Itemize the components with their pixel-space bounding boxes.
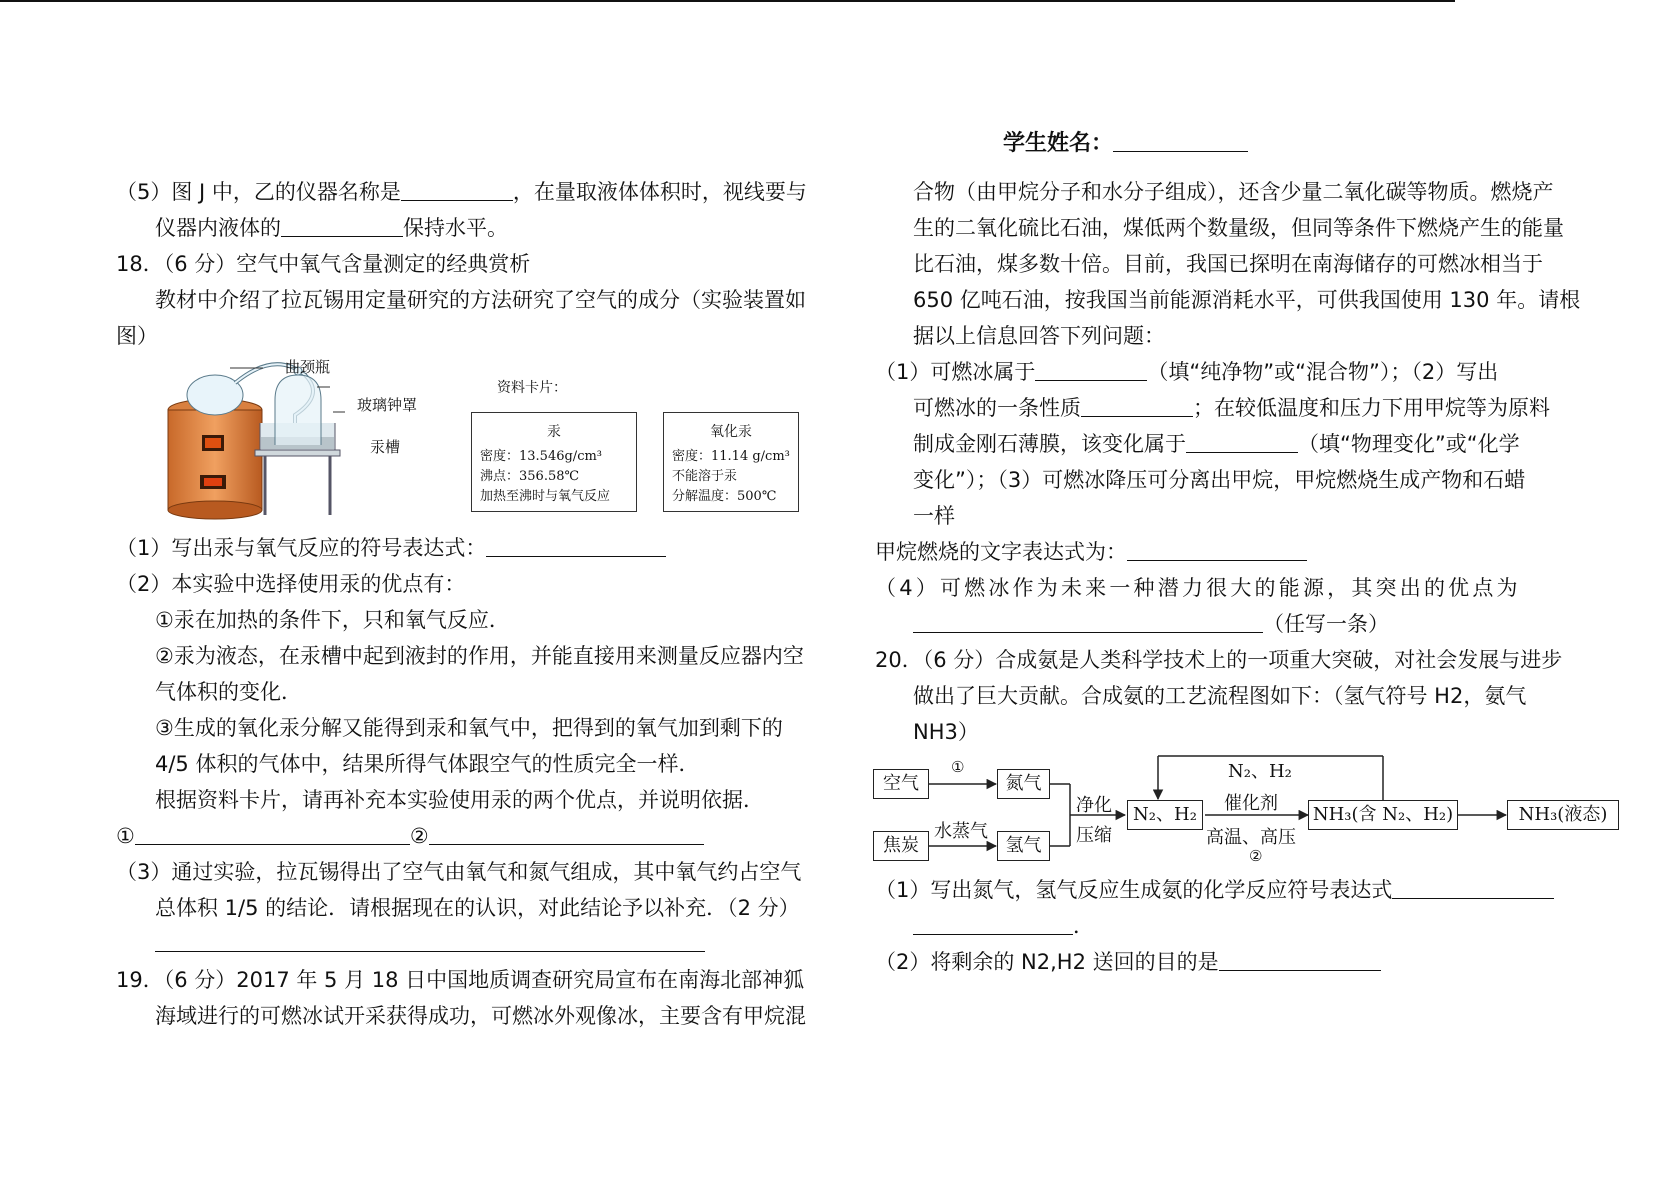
ammonia-equation-blank[interactable] xyxy=(1392,878,1554,899)
flow-step-1: ① xyxy=(951,758,965,776)
label-retort: 曲颈瓶 xyxy=(285,358,331,376)
q19-title: 19．（6 分）2017 年 5 月 18 日中国地质调查研究局宣布在南海北部神狐 xyxy=(116,968,805,992)
q18-3: （3）通过实验，拉瓦锡得出了空气由氧气和氮气组成，其中氧气约占空气 xyxy=(116,860,802,884)
q19-line2: 海域进行的可燃冰试开采获得成功，可燃冰外观像冰，主要含有甲烷混 xyxy=(155,1004,806,1028)
q20-2: （2）将剩余的 N2,H2 送回的目的是 xyxy=(875,949,1381,975)
recycle-purpose-blank[interactable] xyxy=(1219,950,1381,971)
student-name-blank[interactable] xyxy=(1113,131,1248,152)
student-name-label: 学生姓名： xyxy=(1003,126,1248,157)
advantage-blank[interactable] xyxy=(913,612,1263,633)
q19-line6: 650 亿吨石油，按我国当前能源消耗水平，可供我国使用 130 年。请根 xyxy=(913,288,1581,312)
q18-1: （1）写出汞与氧气反应的符号表达式： xyxy=(116,535,666,561)
q19-3b: 一样 xyxy=(913,504,955,528)
q18-2-point3b: 4/5 体积的气体中，结果所得气体跟空气的性质完全一样． xyxy=(155,752,700,776)
lavoisier-apparatus-figure xyxy=(155,355,455,525)
q20-line3: NH3） xyxy=(913,720,979,744)
q20-1: （1）写出氮气，氢气反应生成氨的化学反应符号表达式 xyxy=(875,877,1554,903)
flow-box-liquid-ammonia: NH₃(液态) xyxy=(1507,800,1619,830)
furnace xyxy=(168,410,262,510)
q17-5-line1: （5）图 J 中，乙的仪器名称是 ，在量取液体体积时，视线要与 xyxy=(116,180,807,204)
card-line: 沸点：356.58℃ xyxy=(480,469,580,484)
q18-2-point1: ①汞在加热的条件下，只和氧气反应． xyxy=(155,608,510,632)
q18-2: （2）本实验中选择使用汞的优点有： xyxy=(116,572,466,596)
flow-step-2: ② xyxy=(1249,847,1263,865)
q19-2: 可燃冰的一条性质 ；在较低温度和压力下用甲烷等为原料 xyxy=(913,396,1550,420)
card-title-mercury-oxide: 氧化汞 xyxy=(710,424,752,440)
q18-2-instruction: 根据资料卡片，请再补充本实验使用汞的两个优点，并说明依据． xyxy=(155,788,764,812)
advantage-2-blank[interactable] xyxy=(429,824,704,845)
q19-1: （1）可燃冰属于 （填“纯净物”或“混合物”）；（2）写出 xyxy=(875,360,1499,384)
flow-label-catalyst: 催化剂 xyxy=(1224,793,1278,814)
ammonia-equation-blank-2[interactable] xyxy=(913,914,1073,935)
advantage-1-blank[interactable] xyxy=(135,824,410,845)
flow-box-hydrogen: 氢气 xyxy=(997,831,1050,861)
flow-box-air: 空气 xyxy=(873,769,929,799)
header-rule xyxy=(0,0,1455,2)
q19-line7: 据以上信息回答下列问题： xyxy=(913,324,1165,348)
label-bell-jar: 玻璃钟罩 xyxy=(357,396,418,414)
q20-1b: ． xyxy=(913,913,1094,939)
property-blank[interactable] xyxy=(1081,396,1193,417)
q19-4: （4）可燃冰作为未来一种潜力很大的能源，其突出的优点为 xyxy=(875,576,1521,600)
flow-label-conditions: 高温、高压 xyxy=(1206,827,1296,848)
flow-box-n2-h2: N₂、H₂ xyxy=(1127,800,1203,830)
flow-box-nitrogen: 氮气 xyxy=(997,769,1050,799)
flow-label-purify: 净化 xyxy=(1076,795,1112,816)
q18-2-point2b: 气体积的变化． xyxy=(155,680,302,704)
q19-2b: 制成金刚石薄膜，该变化属于 （填“物理变化”或“化学 xyxy=(913,432,1520,456)
label-trough: 汞槽 xyxy=(370,438,401,456)
q18-3b: 总体积 1/5 的结论．请根据现在的认识，对此结论予以补充．（2 分） xyxy=(155,896,800,920)
instrument-name-blank[interactable] xyxy=(401,180,513,201)
data-card-mercury-oxide xyxy=(663,412,799,512)
q19-4-answer: （任写一条） xyxy=(913,611,1389,637)
flow-box-coke: 焦炭 xyxy=(873,831,929,861)
data-card-mercury xyxy=(471,412,637,512)
card-line: 密度：11.14 g/cm³ xyxy=(672,449,790,464)
q19-line4: 生的二氧化硫比石油，煤低两个数量级，但同等条件下燃烧产生的能量 xyxy=(913,216,1564,240)
card-line: 加热至沸时与氧气反应 xyxy=(480,489,611,504)
card-title-mercury: 汞 xyxy=(547,424,561,440)
card-line: 密度：13.546g/cm³ xyxy=(480,449,603,464)
q19-line5: 比石油，煤多数十倍。目前，我国已探明在南海储存的可燃冰相当于 xyxy=(913,252,1543,276)
q18-intro-end: 图） xyxy=(116,324,158,348)
substance-type-blank[interactable] xyxy=(1035,360,1147,381)
q18-3-answer-blank[interactable] xyxy=(155,931,705,952)
bell-jar xyxy=(275,375,321,445)
q17-5-line2: 仪器内液体的 保持水平。 xyxy=(155,216,508,240)
q19-line3: 合物（由甲烷分子和水分子组成），还含少量二氧化碳等物质。燃烧产 xyxy=(913,180,1554,204)
q19-3: 变化”）；（3）可燃冰降压可分离出甲烷，甲烷燃烧生成产物和石蜡 xyxy=(913,468,1526,492)
q18-2-answers: ① ② xyxy=(116,823,704,849)
q20-line2: 做出了巨大贡献。合成氨的工艺流程图如下：（氢气符号 H2，氨气 xyxy=(913,684,1527,708)
q18-2-point3: ③生成的氧化汞分解又能得到汞和氧气中，把得到的氧气加到剩下的 xyxy=(155,716,783,740)
q20-title: 20．（6 分）合成氨是人类科学技术上的一项重大突破，对社会发展与进步 xyxy=(875,648,1563,672)
card-line: 不能溶于汞 xyxy=(672,469,738,484)
card-line: 分解温度：500℃ xyxy=(672,489,777,504)
change-type-blank[interactable] xyxy=(1186,432,1298,453)
q18-2-point2: ②汞为液态，在汞槽中起到液封的作用，并能直接用来测量反应器内空 xyxy=(155,644,804,668)
q18-title: 18．（6 分）空气中氧气含量测定的经典赏析 xyxy=(116,252,531,276)
flow-box-ammonia-mix: NH₃(含 N₂、H₂) xyxy=(1308,800,1458,830)
q19-3-equation: 甲烷燃烧的文字表达式为： xyxy=(875,539,1307,565)
methane-equation-blank[interactable] xyxy=(1127,540,1307,561)
mercury-equation-blank[interactable] xyxy=(486,536,666,557)
q18-intro: 教材中介绍了拉瓦锡用定量研究的方法研究了空气的成分（实验装置如 xyxy=(155,288,806,312)
data-card-heading: 资料卡片： xyxy=(497,380,567,396)
flow-label-recycle: N₂、H₂ xyxy=(1228,761,1292,782)
liquid-level-blank[interactable] xyxy=(281,216,403,237)
flow-label-compress: 压缩 xyxy=(1076,825,1112,846)
flow-label-steam: 水蒸气 xyxy=(934,821,988,842)
